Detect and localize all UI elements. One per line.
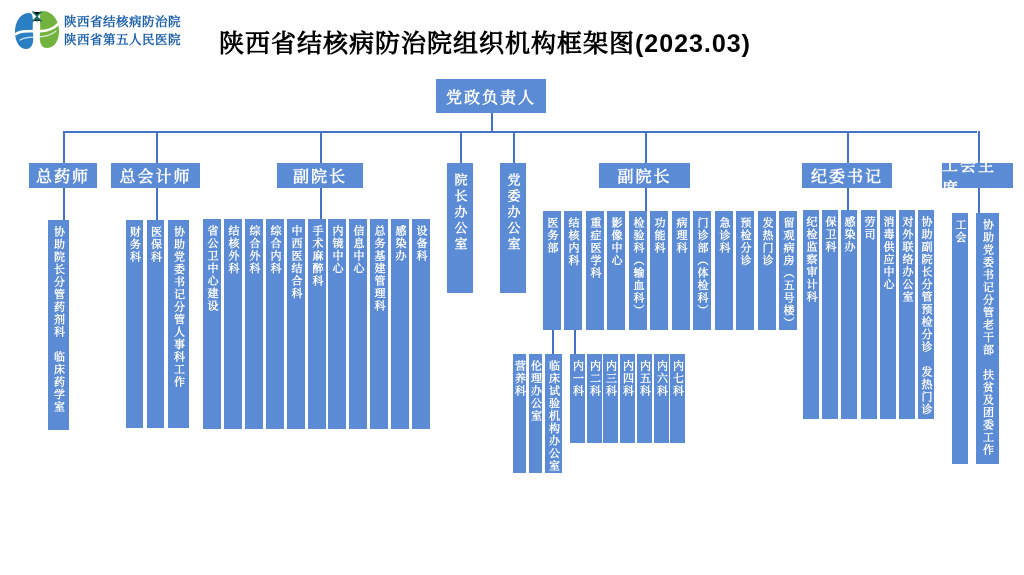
dept-box-label: 协助副院长分管预检分诊 发热门诊 — [920, 216, 932, 416]
connector-branch-drop — [156, 131, 158, 163]
dept-box-label: 工会 — [954, 219, 966, 244]
dept-box-label: 协助院长分管药剂科 临床药学室 — [52, 226, 65, 414]
branch-head — [277, 163, 363, 188]
dept-box-label: 中西医结合科 — [290, 225, 302, 300]
sub-dept-box — [620, 354, 635, 443]
sub-dept-box-label: 内三科 — [604, 360, 617, 398]
connector-branch-drop — [63, 131, 65, 163]
sub-dept-box-label: 内五科 — [638, 360, 651, 398]
dept-box-label: 对外联络办公室 — [901, 216, 913, 304]
branch-head — [802, 163, 892, 188]
branch-head — [942, 157, 1013, 198]
sub-dept-box — [513, 354, 526, 473]
dept-box — [287, 219, 305, 429]
dept-box — [564, 211, 582, 330]
root-label: 党政负责人 — [445, 89, 536, 107]
sub-dept-box-label: 临床试验机构办公室 — [547, 360, 560, 473]
dept-box — [245, 219, 263, 429]
sub-dept-box-label: 内七科 — [671, 360, 684, 398]
branch-head-label: 工会主席 — [942, 157, 997, 198]
dept-box-label: 留观病房（五号楼） — [782, 217, 794, 330]
dept-box-label: 医保科 — [149, 226, 162, 264]
branch-head — [29, 163, 97, 188]
dept-box — [328, 219, 346, 429]
dept-box — [803, 210, 819, 419]
dept-box — [224, 219, 242, 429]
dept-box — [48, 220, 69, 430]
connector-subgroup-stub — [574, 330, 576, 354]
dept-box — [899, 210, 915, 419]
dept-box — [349, 219, 367, 429]
branch-head — [111, 163, 200, 188]
dept-box — [976, 213, 999, 464]
dept-box-label: 总务基建管理科 — [373, 225, 385, 313]
connector-main-horizontal — [63, 131, 977, 133]
dept-box-label: 协助党委书记分管人事科工作 — [172, 226, 185, 389]
dept-box — [126, 220, 143, 428]
connector-branch-drop — [847, 131, 849, 163]
dept-box-label: 预检分诊 — [739, 217, 751, 267]
sub-dept-box — [670, 354, 685, 443]
hospital-name — [64, 13, 181, 49]
sub-dept-box-label: 内四科 — [621, 360, 634, 398]
dept-box-label: 感染办 — [394, 225, 406, 263]
dept-box — [715, 211, 733, 330]
dept-box-label: 劳司 — [863, 216, 875, 241]
dept-box-label: 协助党委书记分管老干部 扶贫及团委工作 — [981, 219, 994, 457]
dept-box-label: 信息中心 — [352, 225, 364, 275]
dept-box-label: 检验科（输血科） — [632, 217, 644, 317]
dept-box — [168, 220, 189, 428]
dept-box-label: 急诊科 — [718, 217, 730, 255]
dept-box-label: 消毒供应中心 — [882, 216, 894, 291]
dept-box — [607, 211, 625, 330]
dept-box — [629, 211, 647, 330]
dept-box-label: 手术麻醉科 — [311, 225, 323, 288]
connector-branch-drop — [645, 131, 647, 163]
dept-box-label: 医务部 — [546, 217, 558, 255]
dept-box — [672, 211, 690, 330]
dept-box — [147, 220, 164, 428]
connector-office-drop — [513, 131, 515, 163]
dept-box-label: 重症医学科 — [589, 217, 601, 280]
dept-box — [370, 219, 388, 429]
dept-box-label: 病理科 — [675, 217, 687, 255]
dept-box-label: 内镜中心 — [331, 225, 343, 275]
dept-box-label: 财务科 — [128, 226, 141, 264]
sub-dept-box — [603, 354, 618, 443]
connector-branch-drop — [320, 131, 322, 163]
dept-box — [266, 219, 284, 429]
branch-head-label: 副院长 — [292, 169, 347, 186]
sub-dept-box — [529, 354, 542, 473]
dept-box — [861, 210, 877, 419]
dept-box — [586, 211, 604, 330]
dept-box — [543, 211, 561, 330]
branch-head-label: 副院长 — [617, 169, 672, 186]
dept-box — [693, 211, 711, 330]
sub-dept-box-label: 内二科 — [588, 360, 601, 398]
branch-head — [599, 163, 690, 188]
connector-root-stub — [491, 113, 493, 131]
sub-dept-box — [654, 354, 669, 443]
sub-dept-box — [587, 354, 602, 443]
page-title: 陕西省结核病防治院组织机构框架图(2023.03) — [218, 30, 752, 58]
dept-box — [952, 213, 968, 464]
branch-head-label: 总药师 — [35, 169, 90, 186]
dept-box — [736, 211, 754, 330]
dept-box-label: 省公卫中心建设 — [206, 225, 218, 313]
sub-dept-box-label: 内六科 — [655, 360, 668, 398]
hospital-name-line1: 陕西省结核病防治院 — [64, 15, 182, 29]
sub-dept-box — [545, 354, 562, 473]
dept-box — [779, 211, 797, 330]
dept-box-label: 结核内科 — [567, 217, 579, 267]
sub-dept-box-label: 伦理办公室 — [529, 360, 542, 423]
office-box-label: 院长办公室 — [452, 173, 468, 253]
connector-head-to-children — [847, 188, 849, 210]
dept-box-label: 纪检监察审计科 — [805, 216, 817, 304]
connector-head-to-children — [156, 188, 158, 220]
connector-office-drop — [460, 131, 462, 163]
dept-box-label: 功能科 — [653, 217, 665, 255]
dept-box — [822, 210, 838, 419]
dept-box-label: 结核外科 — [227, 225, 239, 275]
dept-box-label: 设备科 — [415, 225, 427, 263]
office-box — [447, 163, 473, 293]
sub-dept-box-label: 营养科 — [513, 360, 526, 398]
dept-box-label: 发热门诊 — [761, 217, 773, 267]
dept-box-label: 综合外科 — [248, 225, 260, 275]
dept-box — [758, 211, 776, 330]
dept-box — [918, 210, 934, 419]
dept-box — [412, 219, 430, 429]
connector-head-to-children — [645, 188, 647, 211]
dept-box — [203, 219, 221, 429]
sub-dept-box — [637, 354, 652, 443]
hospital-lungs-logo-icon — [12, 7, 62, 53]
sub-dept-box — [570, 354, 585, 443]
dept-box — [391, 219, 409, 429]
connector-head-to-children — [320, 188, 322, 219]
connector-head-to-children — [63, 188, 65, 220]
connector-head-to-children — [978, 188, 980, 213]
dept-box-label: 影像中心 — [610, 217, 622, 267]
dept-box-label: 综合内科 — [269, 225, 281, 275]
dept-box-label: 感染办 — [843, 216, 855, 254]
hospital-name-line2: 陕西省第五人民医院 — [64, 33, 182, 48]
office-box — [500, 163, 526, 293]
dept-box — [650, 211, 668, 330]
root-box — [436, 79, 546, 113]
dept-box-label: 保卫科 — [824, 216, 836, 254]
dept-box-label: 门诊部（体检科） — [696, 217, 708, 317]
office-box-label: 党委办公室 — [505, 173, 521, 253]
sub-dept-box-label: 内一科 — [571, 360, 584, 398]
connector-subgroup-stub — [552, 330, 554, 354]
dept-box — [841, 210, 857, 419]
branch-head-label: 总会计师 — [119, 169, 192, 186]
dept-box — [308, 219, 326, 429]
dept-box — [880, 210, 896, 419]
branch-head-label: 纪委书记 — [810, 169, 883, 186]
